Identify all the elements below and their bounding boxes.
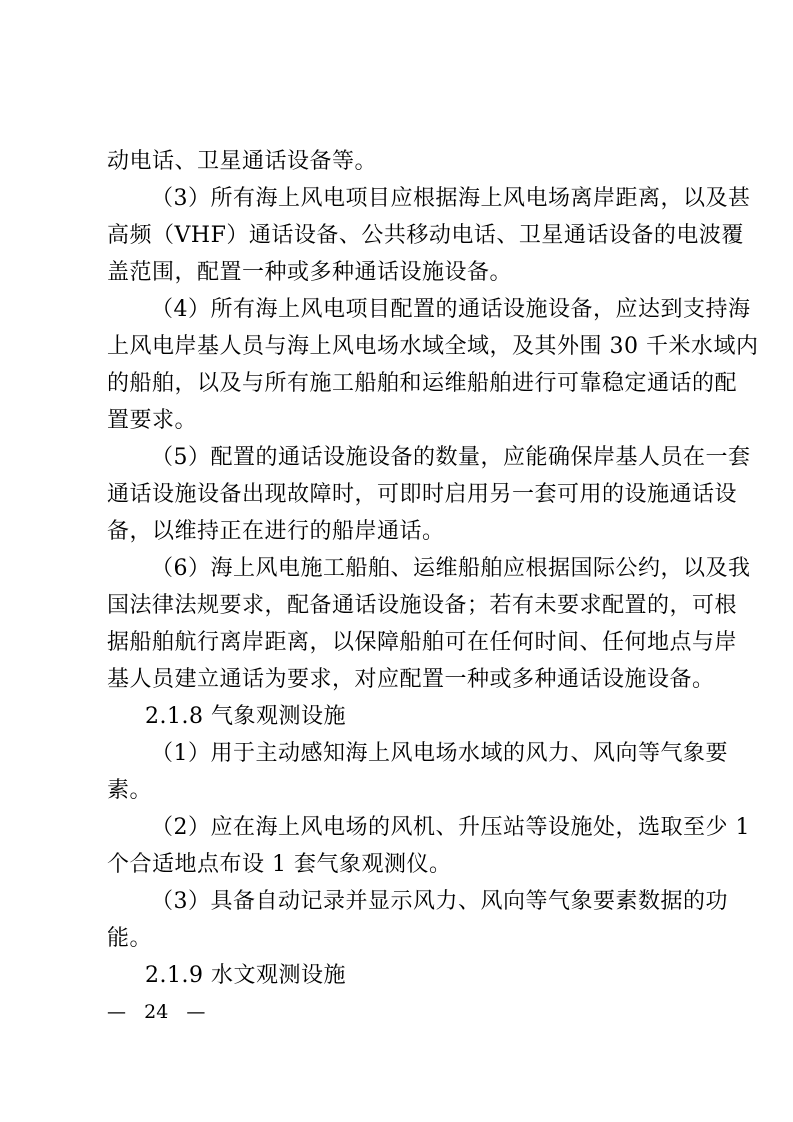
item-3-line-1: （3）所有海上风电项目应根据海上风电场离岸距离，以及甚 [151, 186, 751, 211]
weather-item-1-line-2: 素。 [107, 778, 153, 803]
weather-item-3-line-2: 能。 [107, 926, 153, 951]
weather-item-2-line-1: （2）应在海上风电场的风机、升压站等设施处，选取至少 1 [151, 815, 750, 840]
item-6-line-2: 国法律法规要求，配备通话设施设备；若有未要求配置的，可根 [107, 593, 738, 618]
item-5-line-3: 备，以维持正在进行的船岸通话。 [107, 519, 445, 544]
item-4-line-3: 的船舶，以及与所有施工船舶和运维船舶进行可靠稳定通话的配 [107, 371, 738, 396]
item-5-line-1: （5）配置的通话设施设备的数量，应能确保岸基人员在一套 [151, 445, 751, 470]
item-5-line-2: 通话设施设备出现故障时，可即时启用另一套可用的设施通话设 [107, 482, 738, 507]
text-line: 动电话、卫星通话设备等。 [107, 149, 378, 174]
item-4-line-1: （4）所有海上风电项目配置的通话设施设备，应达到支持海 [151, 297, 751, 322]
item-3-line-3: 盖范围，配置一种或多种通话设施设备。 [107, 260, 513, 285]
item-6-line-3: 据船舶航行离岸距离，以保障船舶可在任何时间、任何地点与岸 [107, 630, 738, 655]
item-3-line-2: 高频（VHF）通话设备、公共移动电话、卫星通话设备的电波覆 [107, 223, 744, 248]
item-4-line-4: 置要求。 [107, 408, 198, 433]
weather-item-2-line-2: 个合适地点布设 1 套气象观测仪。 [107, 852, 452, 877]
weather-item-1-line-1: （1）用于主动感知海上风电场水域的风力、风向等气象要 [151, 741, 728, 766]
item-6-line-4: 基人员建立通话为要求，对应配置一种或多种通话设施设备。 [107, 667, 715, 692]
section-heading-2-1-9: 2.1.9 水文观测设施 [145, 963, 346, 988]
weather-item-3-line-1: （3）具备自动记录并显示风力、风向等气象要素数据的功 [151, 889, 728, 914]
section-heading-2-1-8: 2.1.8 气象观测设施 [145, 704, 346, 729]
item-6-line-1: （6）海上风电施工船舶、运维船舶应根据国际公约，以及我 [151, 556, 751, 581]
page-number: — 24 — [107, 1001, 206, 1023]
item-4-line-2: 上风电岸基人员与海上风电场水域全域，及其外围 30 千米水域内 [107, 334, 759, 359]
